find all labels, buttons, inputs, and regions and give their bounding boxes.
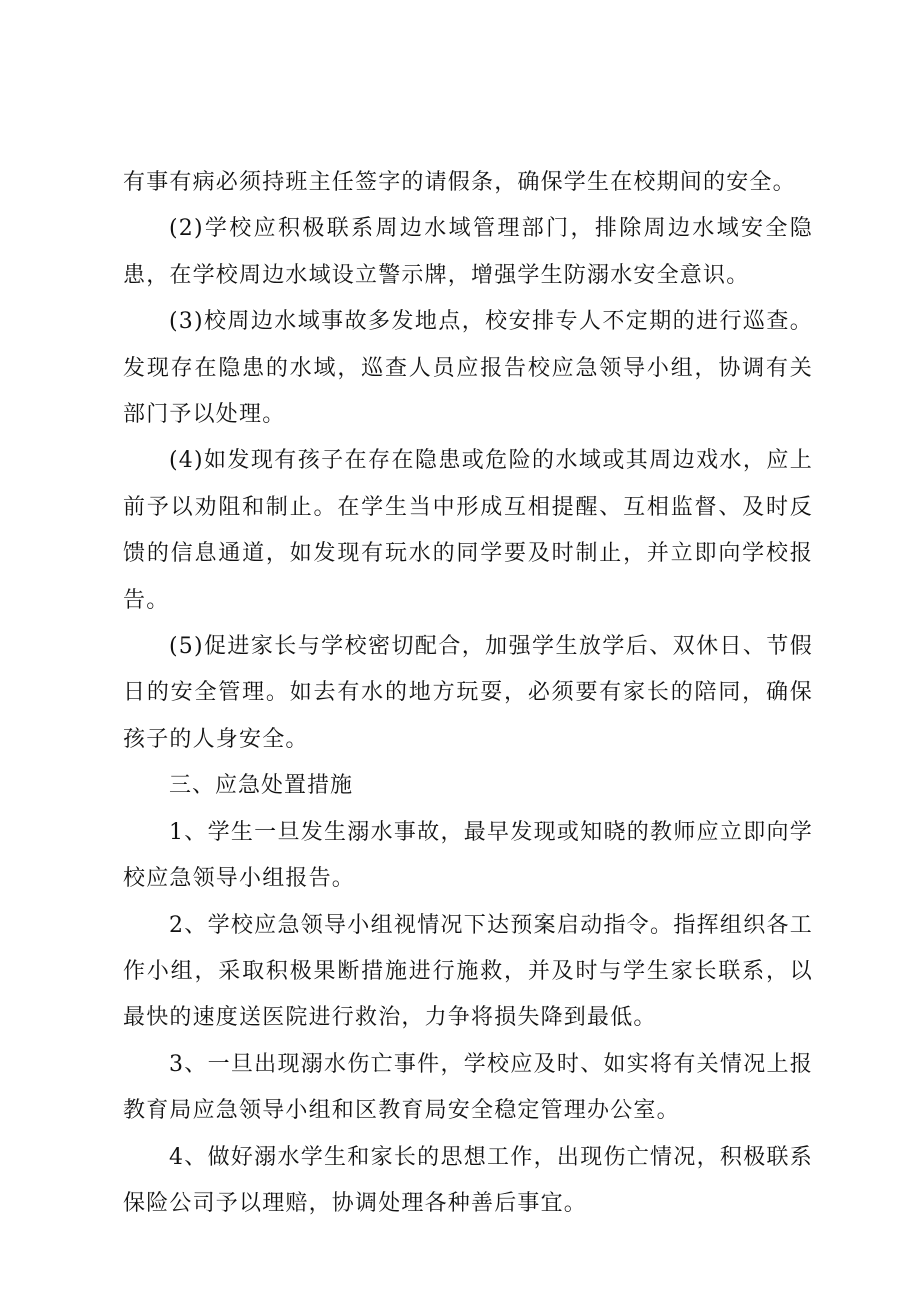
paragraph-continuation: 有事有病必须持班主任签字的请假条，确保学生在校期间的安全。 [123, 170, 796, 195]
measure-item-2: 2、学校应急领导小组视情况下达预案启动指令。指挥组织各工作小组，采取积极果断措施进行施救，并及时与学生家长联系，以最快的速度送医院进行救治，力争将损失降到最低。 [123, 912, 813, 1031]
measure-item-1: 1、学生一旦发生溺水事故，最早发现或知晓的教师应立即向学校应急领导小组报告。 [123, 819, 813, 892]
measure-item-4: 4、做好溺水学生和家长的思想工作，出现伤亡情况，积极联系保险公司予以理赔，协调处理各种善后事宜。 [123, 1144, 813, 1216]
document-body [123, 160, 813, 1227]
paragraph-item-3: (3)校周边水域事故多发地点，校安排专人不定期的进行巡查。发现存在隐患的水域，巡查人员应报告校应急领导小组，协调有关部门予以处理。 [123, 309, 813, 428]
section-heading: 三、应急处置措施 [169, 773, 354, 799]
paragraph-item-2: (2)学校应积极联系周边水域管理部门，排除周边水域安全隐患，在学校周边水域设立警示牌，增强学生防溺水安全意识。 [123, 216, 813, 288]
paragraph-item-5: (5)促进家长与学校密切配合，加强学生放学后、双休日、节假日的安全管理。如去有水的地方玩耍，必须要有家长的陪同，确保孩子的人身安全。 [123, 634, 813, 752]
measure-item-3: 3、一旦出现溺水伤亡事件，学校应及时、如实将有关情况上报教育局应急领导小组和区教育局安全稳定管理办公室。 [123, 1051, 813, 1124]
paragraph-item-4: (4)如发现有孩子在存在隐患或危险的水域或其周边戏水，应上前予以劝阻和制止。在学生当中形成互相提醒、互相监督、及时反馈的信息通道，如发现有玩水的同学要及时制止，并立即向学校报告。 [123, 448, 813, 613]
